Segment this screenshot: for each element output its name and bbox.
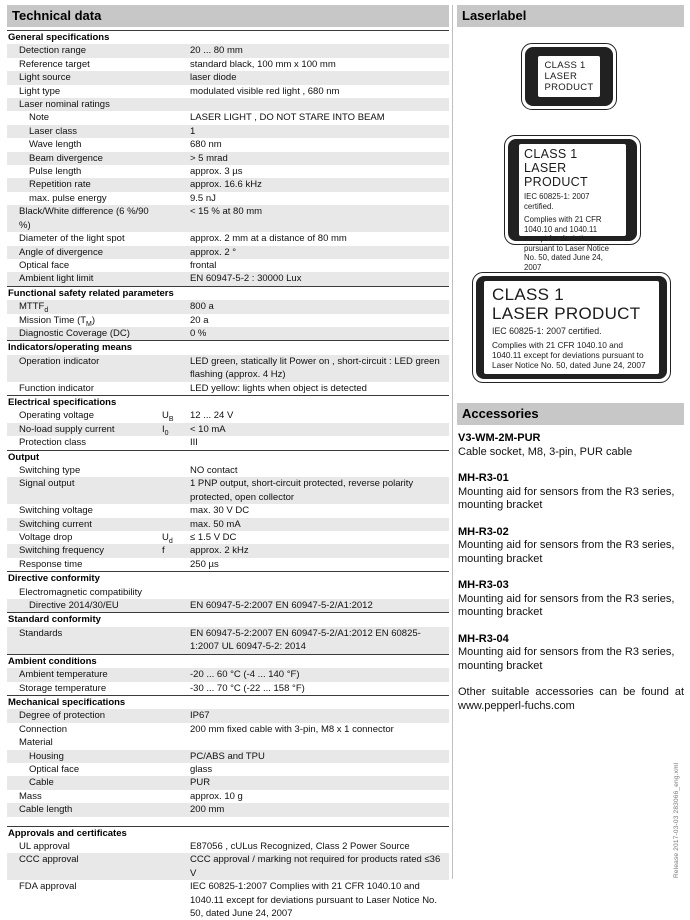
spec-row (7, 300, 449, 313)
accessory-desc: Mounting aid for sensors from the R3 series, mounting bracket (458, 646, 675, 672)
spec-symbol: $U_d$ (162, 532, 173, 545)
spec-symbol (162, 723, 190, 736)
spec-row (7, 272, 449, 285)
spec-symbol (162, 192, 190, 205)
side-vertical-text: Release 2017-03-03 283066_eng.xml (673, 762, 680, 878)
spec-label: Diameter of the light spot (19, 233, 125, 245)
laser-label-text: LASER (544, 71, 578, 82)
spec-row (7, 259, 449, 272)
spec-value: LED green, statically lit Power on , short-circuit : LED green flashing (approx. 4 Hz) (190, 355, 440, 381)
section-header: Functional safety related parameters (7, 286, 449, 300)
spec-value (190, 736, 449, 749)
spec-label: Material (19, 737, 53, 749)
spec-symbol (162, 98, 190, 111)
spec-label: Laser nominal ratings (19, 99, 110, 111)
spec-symbol (162, 138, 190, 151)
accessories-note: Other suitable accessories can be found at www.pepperl-fuchs.com (458, 686, 684, 712)
spec-label: Cable (29, 777, 54, 789)
spec-label: Operation indicator (19, 355, 100, 367)
spec-row (7, 668, 449, 681)
laser-label-small (521, 43, 617, 110)
spec-label: Note (29, 112, 50, 124)
spec-row (7, 464, 449, 477)
spec-symbol (162, 736, 190, 749)
laser-label-panel (538, 56, 599, 97)
spec-label: Optical face (29, 763, 80, 775)
spec-symbol (162, 682, 190, 695)
spec-value: EN 60947-5-2:2007 EN 60947-5-2/A1:2012 (190, 600, 373, 612)
spec-symbol (162, 436, 190, 449)
spec-value: -20 ... 60 °C (-4 ... 140 °F) (190, 669, 300, 681)
spec-symbol (162, 246, 190, 259)
spec-row (7, 504, 449, 517)
section-header: Approvals and certificates (7, 826, 449, 840)
spec-value: modulated visible red light , 680 nm (190, 85, 340, 97)
spec-symbol (162, 355, 190, 382)
right-column (457, 5, 684, 879)
spec-symbol (162, 803, 190, 816)
accessories-header: Accessories (457, 403, 684, 425)
spec-value: standard black, 100 mm x 100 mm (190, 58, 336, 70)
spec-label: Cable length (19, 804, 73, 816)
spec-row (7, 246, 449, 259)
laser-label-class: CLASS 1 (492, 285, 565, 304)
laser-label-medium (504, 135, 641, 272)
laser-label-body: Complies with 21 CFR 1040.10 and 1040.11 except for deviations pursuant to Laser Notice No. 50, dated June 24, 2007 (492, 340, 646, 370)
laser-label-panel (519, 144, 626, 272)
spec-row (7, 165, 449, 178)
spec-value: LED yellow: lights when object is detected (190, 382, 367, 394)
spec-symbol (162, 165, 190, 178)
spec-row (7, 436, 449, 449)
spec-symbol (162, 327, 190, 340)
spec-label: Operating voltage (19, 410, 94, 422)
spec-label: Response time (19, 558, 83, 570)
spec-row (7, 544, 449, 557)
laser-label-large (472, 272, 671, 383)
spec-symbol (162, 668, 190, 681)
spec-value: EN 60947-5-2 : 30000 Lux (190, 273, 302, 285)
spec-label: Light source (19, 72, 71, 84)
spec-label: Black/White difference (6 %/90 %) (19, 206, 149, 231)
spec-row (7, 558, 449, 571)
spec-row (7, 98, 449, 111)
spec-symbol: $U_B$ (162, 410, 174, 424)
spec-label: Switching frequency (19, 545, 105, 557)
spec-symbol (162, 709, 190, 722)
accessory-desc: Cable socket, M8, 3-pin, PUR cable (458, 445, 633, 458)
spec-row (7, 192, 449, 205)
spec-label: Electromagnetic compatibility (19, 586, 143, 598)
spec-value: 20 a (190, 314, 209, 326)
spec-label: Laser class (29, 125, 78, 137)
spec-symbol (162, 44, 190, 57)
technical-data-header: Technical data (7, 5, 449, 27)
spec-symbol (162, 152, 190, 165)
spec-value: < 15 % at 80 mm (190, 206, 263, 218)
technical-data-column (7, 5, 449, 920)
spec-value (190, 586, 449, 599)
spec-label: Switching current (19, 518, 92, 530)
column-divider (452, 5, 453, 879)
section-header: Indicators/operating means (7, 340, 449, 354)
spec-row (7, 44, 449, 57)
spec-symbol (162, 111, 190, 124)
spec-value: frontal (190, 259, 217, 271)
spec-symbol (162, 586, 190, 599)
accessory-desc: Mounting aid for sensors from the R3 series, mounting bracket (458, 592, 675, 618)
spec-row (7, 138, 449, 151)
spec-value: max. 50 mA (190, 518, 241, 530)
laser-label-product: LASER PRODUCT (492, 304, 641, 323)
spec-value: IP67 (190, 710, 210, 722)
spec-row (7, 736, 449, 749)
spec-row (7, 840, 449, 853)
spec-value: 680 nm (190, 139, 222, 151)
technical-table (7, 30, 449, 920)
spec-value: 1 (190, 125, 196, 137)
spec-symbol (162, 259, 190, 272)
section-header: Mechanical specifications (7, 695, 449, 709)
accessory-model: V3-WM-2M-PUR (458, 432, 541, 444)
spec-symbol (162, 518, 190, 531)
spec-symbol (162, 464, 190, 477)
spec-label: Degree of protection (19, 710, 106, 722)
spec-row (7, 790, 449, 803)
spec-row (7, 880, 449, 920)
accessory-model: MH-R3-03 (458, 579, 509, 591)
spec-label: Switching voltage (19, 505, 93, 517)
accessories-list (457, 432, 684, 673)
spec-label: max. pulse energy (29, 192, 107, 204)
spec-row (7, 853, 449, 880)
accessory-item (458, 633, 684, 674)
spec-row (7, 111, 449, 124)
spec-row (7, 750, 449, 763)
spec-label: FDA approval (19, 881, 77, 893)
spec-value: approx. 2 mm at a distance of 80 mm (190, 233, 347, 245)
spec-row (7, 599, 449, 612)
spec-symbol (162, 382, 190, 395)
spec-symbol: $I_0$ (162, 423, 169, 437)
accessory-model: MH-R3-02 (458, 525, 509, 538)
spec-row (7, 382, 449, 395)
spec-value: 12 ... 24 V (190, 410, 234, 422)
spec-value: 800 a (190, 301, 214, 313)
spec-symbol (162, 314, 190, 327)
spec-symbol (162, 880, 190, 920)
spec-row (7, 803, 449, 816)
spec-value: approx. 16.6 kHz (190, 179, 262, 191)
spec-row (7, 531, 449, 544)
spec-row (7, 409, 449, 422)
spec-label: Mission Time $(T_M)$ (19, 314, 96, 328)
spec-row (7, 205, 449, 232)
spec-row (7, 125, 449, 138)
accessory-item (458, 526, 684, 567)
laser-label-cert: IEC 60825-1: 2007 certified. (492, 326, 602, 336)
spec-symbol (162, 627, 190, 654)
spec-label: Pulse length (29, 166, 82, 178)
spec-value: approx. 3 µs (190, 166, 243, 178)
spec-symbol (162, 178, 190, 191)
spec-value: glass (190, 763, 213, 775)
spec-value: 200 mm (190, 804, 225, 816)
spec-label: Directive 2014/30/EU (29, 600, 119, 612)
spec-symbol (162, 71, 190, 84)
spec-row (7, 776, 449, 789)
spec-value: 200 mm fixed cable with 3-pin, M8 x 1 connector (190, 723, 394, 735)
spec-row (7, 71, 449, 84)
laser-label-frame (525, 47, 613, 106)
spec-label: Switching type (19, 465, 81, 476)
spec-symbol (162, 750, 190, 763)
laser-label-frame (508, 139, 637, 272)
spec-label: Voltage drop (19, 532, 73, 544)
spec-symbol (162, 790, 190, 803)
spec-label: Light type (19, 85, 61, 97)
section-header: Electrical specifications (7, 395, 449, 409)
spec-label: Wave length (29, 139, 82, 151)
laser-label-text: CLASS 1 (544, 60, 586, 71)
spec-value: > 5 mrad (190, 152, 228, 164)
spec-row (7, 232, 449, 245)
spec-label: No-load supply current (19, 423, 115, 435)
spec-value: CCC approval / marking not required for products rated ≤36 V (190, 854, 441, 879)
spec-value: NO contact (190, 465, 238, 476)
spec-label: Diagnostic Coverage (DC) (19, 327, 130, 339)
spec-label: Standards (19, 627, 63, 639)
section-header: Directive conformity (7, 571, 449, 585)
laserlabel-header: Laserlabel (457, 5, 684, 27)
laser-label-frame (476, 276, 667, 379)
spec-row (7, 477, 449, 504)
spec-value: 9.5 nJ (190, 192, 216, 204)
spec-label: Storage temperature (19, 682, 107, 694)
accessories-section (457, 403, 684, 713)
spec-row (7, 723, 449, 736)
section-header: Standard conformity (7, 612, 449, 626)
laser-label-panel (484, 281, 659, 374)
spec-symbol (162, 558, 190, 571)
spec-symbol (162, 232, 190, 245)
spec-symbol (162, 272, 190, 285)
spec-value: E87056 , cULus Recognized, Class 2 Power Source (190, 840, 410, 852)
spec-label: Optical face (19, 259, 70, 271)
accessory-item (458, 579, 684, 620)
spec-symbol (162, 477, 190, 504)
spec-value: IEC 60825-1:2007 Complies with 21 CFR 1040.10 and 1040.11 except for deviations pursuant to Laser Notice No. 50, dated June 24, 2007 (190, 881, 437, 919)
spec-row (7, 518, 449, 531)
laser-label-product: LASER PRODUCT (524, 161, 588, 189)
spec-symbol (162, 853, 190, 880)
spec-value: III (190, 437, 198, 449)
spec-label: Signal output (19, 478, 75, 490)
spec-row (7, 355, 449, 382)
spec-row (7, 586, 449, 599)
section-header: General specifications (7, 30, 449, 44)
spec-label: CCC approval (19, 854, 79, 866)
spec-value: ≤ 1.5 V DC (190, 532, 237, 544)
spec-symbol (162, 205, 190, 232)
spec-value: < 10 mA (190, 423, 226, 435)
spec-value: 0 % (190, 327, 207, 339)
accessory-model: MH-R3-04 (458, 632, 509, 645)
spec-label: Ambient temperature (19, 669, 108, 681)
spec-symbol: f (162, 545, 165, 557)
spec-value: -30 ... 70 °C (-22 ... 158 °F) (190, 682, 305, 694)
laser-label-cert: IEC 60825-1: 2007 certified. (524, 192, 590, 211)
laser-label-text: PRODUCT (544, 82, 594, 93)
spec-value: 250 µs (190, 558, 219, 570)
spec-row (7, 58, 449, 71)
spec-value: laser diode (190, 72, 237, 84)
spec-row (7, 152, 449, 165)
spec-label: Housing (29, 750, 64, 762)
spec-symbol (162, 763, 190, 776)
accessory-model: MH-R3-01 (458, 472, 509, 484)
spec-value: EN 60947-5-2:2007 EN 60947-5-2/A1:2012 EN 60825-1:2007 UL 60947-5-2: 2014 (190, 627, 421, 653)
spec-symbol (162, 85, 190, 98)
accessory-item (458, 432, 684, 459)
spec-row (7, 327, 449, 340)
spec-symbol (162, 58, 190, 71)
spec-row (7, 627, 449, 654)
spec-symbol (162, 125, 190, 138)
accessory-desc: Mounting aid for sensors from the R3 series, mounting bracket (458, 539, 675, 565)
spec-symbol (162, 840, 190, 853)
accessory-item (458, 472, 684, 513)
spec-row (7, 178, 449, 191)
section-header: Ambient conditions (7, 654, 449, 668)
spec-label: Angle of divergence (19, 246, 103, 258)
spec-row (7, 709, 449, 722)
spec-label: Reference target (19, 58, 90, 70)
spec-value: LASER LIGHT , DO NOT STARE INTO BEAM (190, 112, 385, 124)
section-gap (7, 817, 449, 826)
spec-value: approx. 2 kHz (190, 545, 249, 557)
spec-value: approx. 10 g (190, 790, 243, 802)
spec-row (7, 314, 449, 327)
laser-label-body: Complies with 21 CFR 1040.10 and 1040.11 except for deviations pursuant to Laser Notice No. 50, dated June 24, 2007 (524, 215, 609, 272)
spec-symbol (162, 300, 190, 313)
spec-label: $MTTF_d$ (19, 301, 49, 315)
spec-value: 20 ... 80 mm (190, 45, 243, 57)
spec-label: Mass (19, 790, 42, 802)
spec-label: Function indicator (19, 382, 94, 394)
spec-row (7, 85, 449, 98)
spec-label: Repetition rate (29, 179, 91, 191)
spec-symbol (162, 599, 190, 612)
spec-value: approx. 2 ° (190, 246, 237, 258)
spec-symbol (162, 504, 190, 517)
spec-row (7, 682, 449, 695)
spec-label: Protection class (19, 437, 87, 449)
spec-label: Detection range (19, 45, 87, 57)
spec-row (7, 423, 449, 436)
spec-label: Ambient light limit (19, 273, 94, 285)
spec-value: max. 30 V DC (190, 505, 250, 517)
spec-label: Beam divergence (29, 152, 103, 164)
spec-value: PUR (190, 777, 211, 789)
section-header: Output (7, 450, 449, 464)
spec-value: 1 PNP output, short-circuit protected, reverse polarity protected, open collector (190, 478, 414, 503)
spec-value (190, 98, 449, 111)
spec-row (7, 763, 449, 776)
laser-label-class: CLASS 1 (524, 147, 578, 161)
spec-label: UL approval (19, 840, 70, 852)
spec-value: PC/ABS and TPU (190, 750, 265, 762)
accessory-desc: Mounting aid for sensors from the R3 series, mounting bracket (458, 485, 675, 511)
spec-symbol (162, 776, 190, 789)
spec-label: Connection (19, 723, 68, 735)
